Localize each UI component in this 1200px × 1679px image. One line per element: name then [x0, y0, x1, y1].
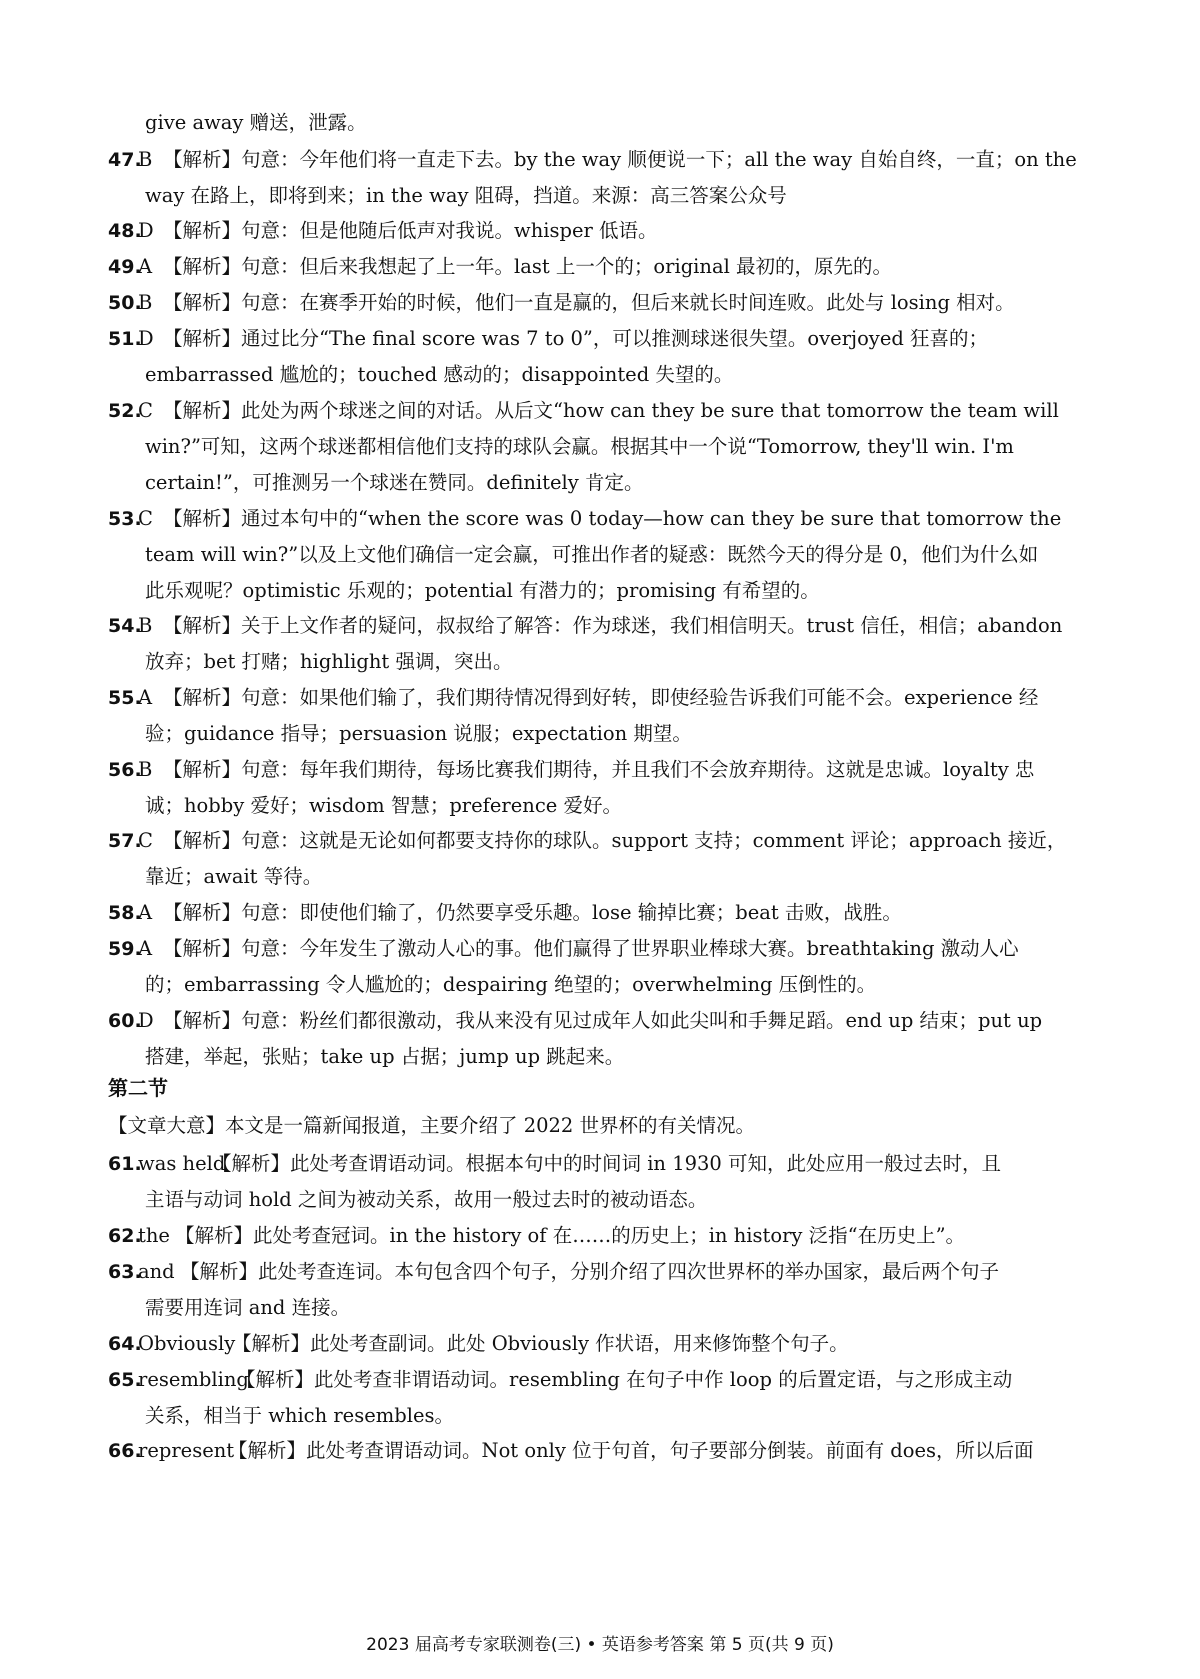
item-explanation-line: 【解析】句意：在赛季开始的时候，他们一直是赢的，但后来就长时间连败。此处与 losing 相对。	[163, 291, 1015, 314]
item-answer: B	[138, 148, 153, 171]
item-explanation-line: 靠近；await 等待。	[145, 865, 323, 888]
section-title: 第二节	[108, 1076, 168, 1100]
item-explanation-line: way 在路上，即将到来；in the way 阻碍，挡道。来源：高三答案公众号	[145, 184, 787, 207]
item-explanation-line: 【解析】句意：如果他们输了，我们期待情况得到好转，即使经验告诉我们可能不会。experience 经	[163, 686, 1039, 709]
item-answer: B	[138, 291, 153, 314]
item-explanation-line: 【解析】句意：今年发生了激动人心的事。他们赢得了世界职业棒球大赛。breathtaking 激动人心	[163, 937, 1019, 960]
item-explanation-line: 放弃；bet 打赌；highlight 强调，突出。	[145, 650, 513, 673]
item-explanation-line: 【解析】句意：粉丝们都很激动，我从来没有见过成年人如此尖叫和手舞足蹈。end up 结束；put up	[163, 1009, 1043, 1032]
item-number: 54.	[108, 615, 142, 637]
item-explanation-line: 【解析】句意：但是他随后低声对我说。whisper 低语。	[163, 219, 658, 242]
item-answer: C	[138, 829, 153, 852]
item-number: 57.	[108, 830, 142, 852]
item-number: 63.	[108, 1261, 142, 1283]
item-number: 60.	[108, 1010, 142, 1032]
item-answer: and	[138, 1260, 175, 1283]
item-explanation-line: 此乐观呢？optimistic 乐观的；potential 有潜力的；promising 有希望的。	[145, 579, 820, 602]
item-answer: D	[138, 327, 154, 350]
item-number: 56.	[108, 759, 142, 781]
item-explanation-line: 【解析】句意：今年他们将一直走下去。by the way 顺便说一下；all the way 自始自终，一直；on the	[163, 148, 1077, 171]
item-number: 55.	[108, 687, 142, 709]
item-explanation-line: 【解析】此处考查冠词。in the history of 在……的历史上；in history 泛指“在历史上”。	[175, 1224, 966, 1247]
item-answer: A	[138, 937, 153, 960]
item-number: 52.	[108, 400, 142, 422]
item-explanation-line: 需要用连词 and 连接。	[145, 1296, 351, 1319]
item-number: 51.	[108, 328, 142, 350]
item-answer: represent	[138, 1439, 235, 1462]
article-summary: 【文章大意】本文是一篇新闻报道，主要介绍了 2022 世界杯的有关情况。	[108, 1114, 756, 1137]
item-number: 61.	[108, 1153, 142, 1175]
item-answer: A	[138, 255, 153, 278]
item-explanation-line: 【解析】此处考查连词。本句包含四个句子，分别介绍了四次世界杯的举办国家，最后两个句子	[180, 1260, 1000, 1283]
item-answer: C	[138, 507, 153, 530]
item-explanation-line: 【解析】关于上文作者的疑问，叔叔给了解答：作为球迷，我们相信明天。trust 信任，相信；abandon	[163, 614, 1063, 637]
item-number: 62.	[108, 1225, 142, 1247]
item-answer: A	[138, 901, 153, 924]
item-number: 58.	[108, 902, 142, 924]
item-explanation-line: 诚；hobby 爱好；wisdom 智慧；preference 爱好。	[145, 794, 623, 817]
item-explanation-line: 搭建，举起，张贴；take up 占据；jump up 跳起来。	[145, 1045, 625, 1068]
item-answer: was held	[138, 1152, 226, 1175]
item-explanation-line: 关系，相当于 which resembles。	[145, 1404, 455, 1427]
item-answer: D	[138, 219, 154, 242]
item-answer: B	[138, 758, 153, 781]
item-number: 65.	[108, 1369, 142, 1391]
item-explanation-line: 【解析】通过比分“The final score was 7 to 0”，可以推测球迷很失望。overjoyed 狂喜的；	[163, 327, 989, 350]
item-explanation-line: 【解析】此处考查谓语动词。Not only 位于句首，句子要部分倒装。前面有 does，所以后面	[228, 1439, 1034, 1462]
item-number: 50.	[108, 292, 142, 314]
item-answer: C	[138, 399, 153, 422]
item-explanation-line: 【解析】句意：这就是无论如何都要支持你的球队。support 支持；comment 评论；approach 接近，	[163, 829, 1067, 852]
item-explanation-line: certain!”，可推测另一个球迷在赞同。definitely 肯定。	[145, 471, 644, 494]
item-explanation-line: 【解析】句意：每年我们期待，每场比赛我们期待，并且我们不会放弃期待。这就是忠诚。loyalty 忠	[163, 758, 1035, 781]
item-number: 53.	[108, 508, 142, 530]
item-explanation-line: 【解析】通过本句中的“when the score was 0 today—how can they be sure that tomorrow the	[163, 507, 1062, 530]
item-explanation-line: 验；guidance 指导；persuasion 说服；expectation 期望。	[145, 722, 692, 745]
item-explanation-line: 【解析】此处考查非谓语动词。resembling 在句子中作 loop 的后置定语，与之形成主动	[236, 1368, 1013, 1391]
item-number: 48.	[108, 220, 142, 242]
item-explanation-line: 主语与动词 hold 之间为被动关系，故用一般过去时的被动语态。	[145, 1188, 708, 1211]
item-number: 47.	[108, 149, 142, 171]
item-explanation-line: 【解析】此处考查谓语动词。根据本句中的时间词 in 1930 可知，此处应用一般过去时，且	[212, 1152, 1002, 1175]
item-number: 64.	[108, 1333, 142, 1355]
item-explanation-line: team will win?”以及上文他们确信一定会赢，可推出作者的疑惑：既然今天的得分是 0，他们为什么如	[145, 543, 1039, 566]
item-answer: D	[138, 1009, 154, 1032]
item-number: 66.	[108, 1440, 142, 1462]
item-explanation-line: 【解析】此处考查副词。此处 Obviously 作状语，用来修饰整个句子。	[232, 1332, 849, 1355]
item-answer: B	[138, 614, 153, 637]
item-answer: the	[138, 1224, 170, 1247]
item-answer: A	[138, 686, 153, 709]
item-explanation-line: embarrassed 尴尬的；touched 感动的；disappointed 失望的。	[145, 363, 734, 386]
item-explanation-line: 【解析】句意：但后来我想起了上一年。last 上一个的；original 最初的，原先的。	[163, 255, 893, 278]
page-footer: 2023 届高考专家联测卷(三) • 英语参考答案 第 5 页(共 9 页)	[366, 1635, 834, 1655]
item-answer: Obviously	[138, 1332, 236, 1355]
continued-line: give away 赠送，泄露。	[145, 111, 367, 134]
item-explanation-line: 【解析】此处为两个球迷之间的对话。从后文“how can they be sure that tomorrow the team will	[163, 399, 1059, 422]
item-explanation-line: 的；embarrassing 令人尴尬的；despairing 绝望的；overwhelming 压倒性的。	[145, 973, 877, 996]
item-explanation-line: 【解析】句意：即使他们输了，仍然要享受乐趣。lose 输掉比赛；beat 击败，战胜。	[163, 901, 902, 924]
item-answer: resembling	[138, 1368, 249, 1391]
item-number: 49.	[108, 256, 142, 278]
item-number: 59.	[108, 938, 142, 960]
item-explanation-line: win?”可知，这两个球迷都相信他们支持的球队会赢。根据其中一个说“Tomorrow, they'll win. I'm	[145, 435, 1014, 458]
